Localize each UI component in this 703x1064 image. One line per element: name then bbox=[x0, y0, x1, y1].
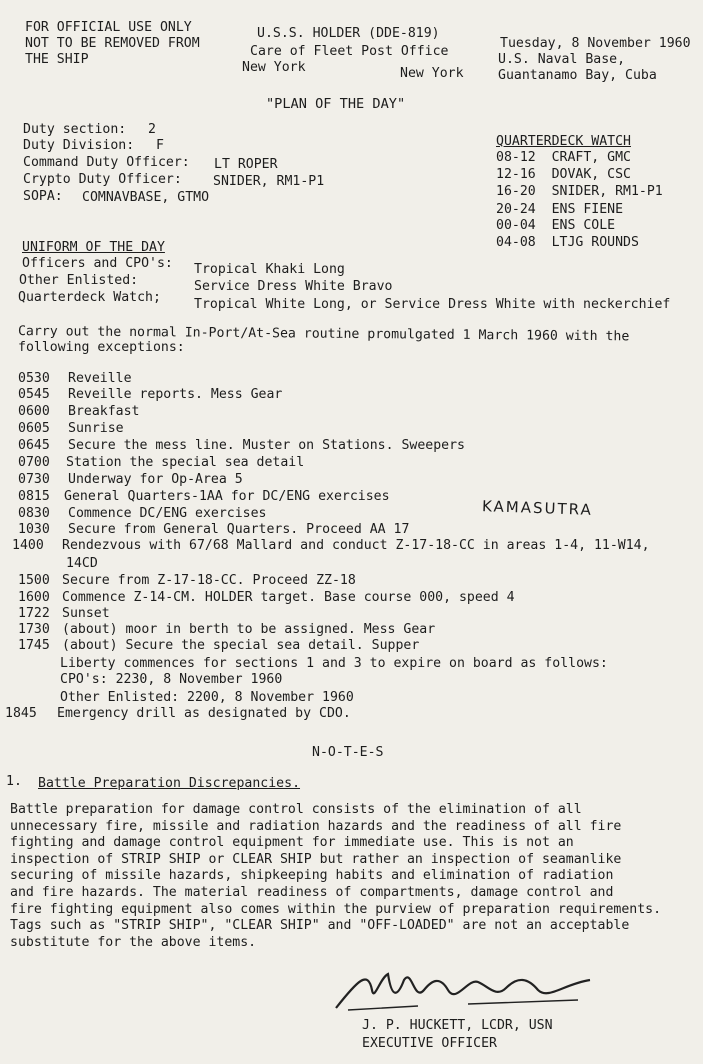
sopa-label: SOPA: bbox=[23, 189, 63, 204]
uniform-officers-label: Officers and CPO's: bbox=[22, 256, 173, 271]
location-line: Guantanamo Bay, Cuba bbox=[498, 68, 657, 83]
note-number: 1. bbox=[6, 774, 22, 789]
ship-name: U.S.S. HOLDER (DDE-819) bbox=[257, 26, 440, 41]
schedule-text: Reveille reports. Mess Gear bbox=[68, 387, 283, 402]
handwritten-note: KAMASUTRA bbox=[481, 497, 594, 519]
schedule-time: 1745 bbox=[18, 638, 50, 653]
schedule-time: 1030 bbox=[18, 522, 50, 537]
sopa-value: COMNAVBASE, GTMO bbox=[82, 190, 210, 205]
schedule-text: General Quarters-1AA for DC/ENG exercises bbox=[64, 489, 390, 504]
schedule-time: 0815 bbox=[18, 489, 50, 504]
note-paragraph-line: securing of missile hazards, shipkeeping habits and elimination of radiation bbox=[10, 868, 614, 884]
schedule-time: 0730 bbox=[18, 472, 50, 487]
signature-name: J. P. HUCKETT, LCDR, USN bbox=[362, 1018, 553, 1033]
watch-name: DOVAK, CSC bbox=[551, 167, 631, 182]
watch-name: ENS FIENE bbox=[551, 202, 624, 217]
cdo-label: Command Duty Officer: bbox=[23, 155, 190, 170]
note-paragraph-line: Tags such as "STRIP SHIP", "CLEAR SHIP" and "OFF-LOADED" are not an acceptable bbox=[10, 918, 630, 934]
official-use-line-1: FOR OFFICIAL USE ONLY bbox=[25, 20, 192, 35]
official-use-line-3: THE SHIP bbox=[25, 52, 89, 67]
watch-time: 04-08 bbox=[496, 235, 536, 250]
schedule-text: Sunrise bbox=[68, 421, 124, 436]
schedule-text: Liberty commences for sections 1 and 3 to expire on board as follows: bbox=[60, 656, 608, 671]
uniform-watch-value: Tropical White Long, or Service Dress White with neckerchief bbox=[194, 297, 671, 312]
schedule-time: 1600 bbox=[18, 590, 50, 605]
schedule-text: (about) Secure the special sea detail. Supper bbox=[62, 638, 420, 653]
schedule-time: 1400 bbox=[12, 538, 44, 553]
watch-row bbox=[496, 218, 615, 234]
schedule-text: (about) moor in berth to be assigned. Mess Gear bbox=[62, 622, 436, 637]
uniform-officers-value: Tropical Khaki Long bbox=[194, 262, 345, 277]
schedule-time: 1845 bbox=[5, 706, 37, 721]
schedule-text: Other Enlisted: 2200, 8 November 1960 bbox=[60, 690, 354, 705]
routine-line-2: following exceptions: bbox=[18, 340, 185, 355]
watch-row bbox=[496, 202, 623, 218]
note-paragraph-line: unnecessary fire, missile and radiation hazards and the readiness of all fire bbox=[10, 818, 622, 834]
watch-name: SNIDER, RM1-P1 bbox=[551, 184, 663, 199]
note-paragraph-line: fire fighting equipment also comes within the purview of preparation requirements. bbox=[10, 901, 662, 917]
schedule-text: Emergency drill as designated by CDO. bbox=[57, 706, 351, 721]
note-title: Battle Preparation Discrepancies. bbox=[38, 776, 301, 791]
watch-name: ENS COLE bbox=[551, 218, 616, 233]
watch-name: LTJG ROUNDS bbox=[551, 235, 639, 250]
watch-time: 12-16 bbox=[496, 167, 536, 182]
ship-address: Care of Fleet Post Office bbox=[250, 44, 449, 59]
schedule-time: 1730 bbox=[18, 622, 50, 637]
notes-title: N-O-T-E-S bbox=[312, 745, 384, 760]
schedule-text: Secure from Z-17-18-CC. Proceed ZZ-18 bbox=[62, 573, 356, 588]
schedule-text: Commence Z-14-CM. HOLDER target. Base course 000, speed 4 bbox=[62, 590, 515, 605]
watch-row bbox=[496, 150, 631, 166]
watch-time: 20-24 bbox=[496, 202, 536, 217]
schedule-text: Sunset bbox=[62, 606, 110, 621]
official-use-line-2: NOT TO BE REMOVED FROM bbox=[25, 36, 200, 51]
note-paragraph-line: inspection of STRIP SHIP or CLEAR SHIP but rather an inspection of seamanlike bbox=[10, 851, 622, 867]
schedule-text: Station the special sea detail bbox=[66, 455, 305, 470]
schedule-text: CPO's: 2230, 8 November 1960 bbox=[60, 672, 283, 687]
watch-row bbox=[496, 235, 639, 251]
uniform-watch-label: Quarterdeck Watch; bbox=[18, 290, 161, 305]
cdo-value: LT ROPER bbox=[214, 157, 278, 172]
watch-time: 00-04 bbox=[496, 218, 536, 233]
schedule-text: Secure from General Quarters. Proceed AA 17 bbox=[68, 522, 410, 537]
duty-division-value: F bbox=[156, 138, 164, 153]
watch-row bbox=[496, 184, 663, 200]
signature-scrawl bbox=[328, 960, 598, 1020]
uniform-enlisted-label: Other Enlisted: bbox=[19, 273, 139, 288]
uniform-enlisted-value: Service Dress White Bravo bbox=[194, 279, 393, 294]
schedule-time: 1722 bbox=[18, 606, 50, 621]
ship-city-1: New York bbox=[242, 60, 306, 75]
note-paragraph-line: fighting and damage control equipment for immediate use. This is not an bbox=[10, 835, 574, 851]
watch-row bbox=[496, 167, 631, 183]
watch-time: 08-12 bbox=[496, 150, 536, 165]
note-paragraph-line: substitute for the above items. bbox=[10, 934, 257, 950]
schedule-time: 0700 bbox=[18, 455, 50, 470]
watch-time: 16-20 bbox=[496, 184, 536, 199]
schedule-time: 0545 bbox=[18, 387, 50, 402]
quarterdeck-watch-title: QUARTERDECK WATCH bbox=[496, 134, 631, 149]
note-paragraph-line: and fire hazards. The material readiness of compartments, damage control and bbox=[10, 885, 614, 900]
note-paragraph-line: Battle preparation for damage control consists of the elimination of all bbox=[10, 802, 582, 817]
schedule-text: 14CD bbox=[66, 556, 98, 571]
schedule-time: 0605 bbox=[18, 421, 50, 436]
duty-division-label: Duty Division: bbox=[23, 138, 135, 153]
base-line: U.S. Naval Base, bbox=[498, 52, 626, 67]
signature-title: EXECUTIVE OFFICER bbox=[362, 1036, 497, 1051]
schedule-text: Commence DC/ENG exercises bbox=[68, 506, 267, 521]
schedule-text: Breakfast bbox=[68, 404, 140, 419]
duty-section-value: 2 bbox=[148, 122, 156, 137]
schedule-time: 1500 bbox=[18, 573, 50, 588]
ship-city-2: New York bbox=[400, 66, 464, 81]
schedule-text: Rendezvous with 67/68 Mallard and conduct Z-17-18-CC in areas 1-4, 11-W14, bbox=[62, 538, 650, 553]
crypto-label: Crypto Duty Officer: bbox=[23, 172, 182, 187]
schedule-text: Reveille bbox=[68, 371, 132, 386]
uniform-title: UNIFORM OF THE DAY bbox=[22, 240, 165, 255]
watch-name: CRAFT, GMC bbox=[551, 150, 631, 165]
crypto-value: SNIDER, RM1-P1 bbox=[213, 174, 325, 189]
schedule-time: 0530 bbox=[18, 371, 50, 386]
schedule-time: 0600 bbox=[18, 404, 50, 419]
date-line: Tuesday, 8 November 1960 bbox=[500, 36, 691, 51]
plan-title: "PLAN OF THE DAY" bbox=[266, 96, 406, 112]
schedule-text: Underway for Op-Area 5 bbox=[68, 472, 243, 487]
schedule-time: 0645 bbox=[18, 438, 50, 453]
routine-line-1: Carry out the normal In-Port/At-Sea routine promulgated 1 March 1960 with the bbox=[17, 324, 630, 345]
schedule-time: 0830 bbox=[18, 506, 50, 521]
schedule-text: Secure the mess line. Muster on Stations. Sweepers bbox=[68, 438, 465, 453]
duty-section-label: Duty section: bbox=[23, 122, 127, 137]
